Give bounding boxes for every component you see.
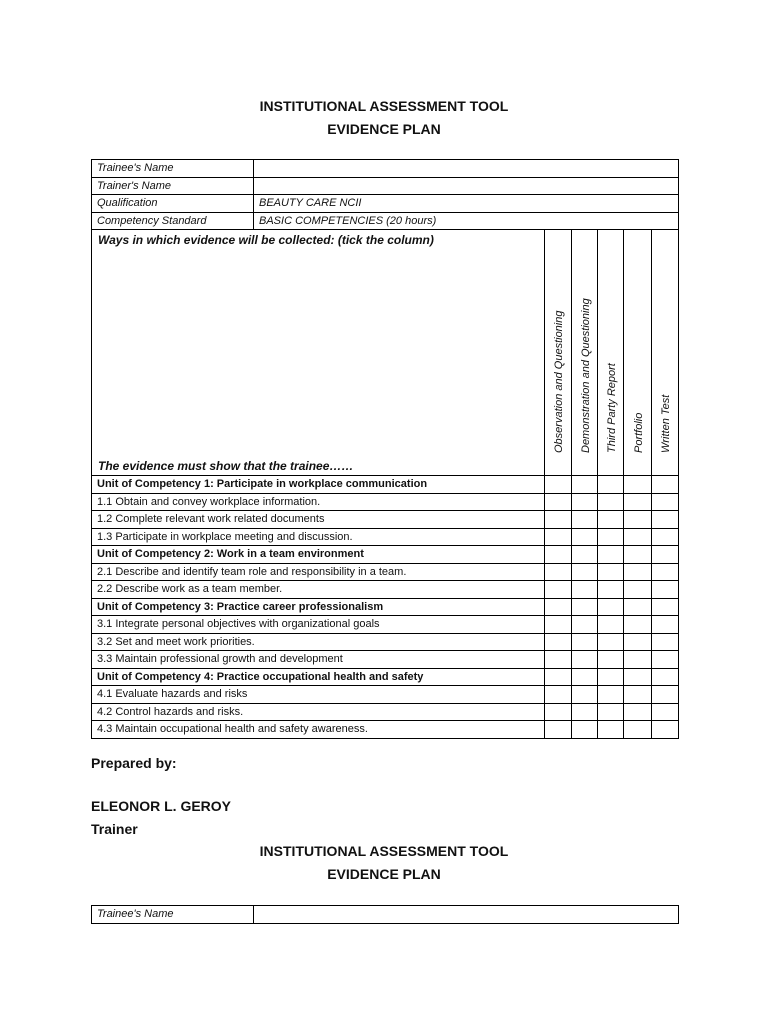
tick-cell[interactable] [545,493,572,511]
tick-cell[interactable] [572,528,598,546]
tick-cell[interactable] [598,546,624,564]
tick-cell[interactable] [624,686,652,704]
info-label: Trainer's Name [92,177,254,195]
element-row [92,528,679,546]
unit-title: Unit of Competency 1: Participate in workplace communication [92,476,545,494]
element-text: 4.3 Maintain occupational health and safety awareness. [92,721,545,739]
unit-title: Unit of Competency 4: Practice occupational health and safety [92,668,545,686]
document-subtitle: EVIDENCE PLAN [327,121,441,137]
tick-cell[interactable] [572,581,598,599]
tick-cell[interactable] [624,546,652,564]
method-label: Portfolio [632,412,645,453]
tick-cell[interactable] [598,476,624,494]
info-label: Trainee's Name [92,906,254,924]
unit-title: Unit of Competency 2: Work in a team environment [92,546,545,564]
element-text: 2.1 Describe and identify team role and responsibility in a team. [92,563,545,581]
unit-row [92,476,679,494]
tick-cell[interactable] [624,721,652,739]
collection-instructions: Ways in which evidence will be collected: (tick the column) [98,233,434,247]
tick-cell[interactable] [598,721,624,739]
tick-cell[interactable] [572,703,598,721]
info-row [92,160,679,178]
element-text: 4.1 Evaluate hazards and risks [92,686,545,704]
element-row [92,563,679,581]
tick-cell[interactable] [545,651,572,669]
element-row [92,616,679,634]
tick-cell[interactable] [545,511,572,529]
document-title-page2: INSTITUTIONAL ASSESSMENT TOOL [259,843,509,859]
evidence-plan-table [91,159,679,739]
info-value[interactable]: BASIC COMPETENCIES (20 hours) [254,212,679,230]
method-demonstration-header [572,230,598,476]
info-label: Competency Standard [92,212,254,230]
tick-cell[interactable] [572,511,598,529]
tick-cell[interactable] [572,476,598,494]
method-label: Demonstration and Questioning [579,298,592,453]
tick-cell[interactable] [652,703,679,721]
tick-cell[interactable] [624,598,652,616]
tick-cell[interactable] [598,616,624,634]
info-value[interactable] [254,160,679,178]
tick-cell[interactable] [572,686,598,704]
tick-cell[interactable] [652,511,679,529]
element-row [92,633,679,651]
tick-cell[interactable] [624,493,652,511]
tick-cell[interactable] [624,616,652,634]
tick-cell[interactable] [598,633,624,651]
tick-cell[interactable] [598,563,624,581]
info-row [92,195,679,213]
tick-cell[interactable] [624,476,652,494]
info-row [92,906,679,924]
tick-cell[interactable] [652,668,679,686]
tick-cell[interactable] [545,563,572,581]
element-text: 3.2 Set and meet work priorities. [92,633,545,651]
document-subtitle-page2: EVIDENCE PLAN [327,866,441,882]
element-row [92,651,679,669]
tick-cell[interactable] [652,528,679,546]
unit-row [92,546,679,564]
tick-cell[interactable] [545,721,572,739]
tick-cell[interactable] [572,668,598,686]
info-label: Qualification [92,195,254,213]
element-text: 3.1 Integrate personal objectives with organizational goals [92,616,545,634]
element-text: 3.3 Maintain professional growth and development [92,651,545,669]
tick-cell[interactable] [572,598,598,616]
tick-cell[interactable] [652,633,679,651]
element-row [92,703,679,721]
tick-cell[interactable] [652,546,679,564]
tick-cell[interactable] [624,581,652,599]
info-row [92,212,679,230]
info-value[interactable]: BEAUTY CARE NCII [254,195,679,213]
tick-cell[interactable] [545,686,572,704]
evidence-header-row [92,230,679,476]
tick-cell[interactable] [652,493,679,511]
tick-cell[interactable] [545,598,572,616]
unit-row [92,598,679,616]
method-written-test-header [652,230,679,476]
tick-cell[interactable] [624,511,652,529]
tick-cell[interactable] [572,546,598,564]
tick-cell[interactable] [598,581,624,599]
tick-cell[interactable] [624,633,652,651]
tick-cell[interactable] [598,703,624,721]
method-label: Observation and Questioning [553,310,565,453]
tick-cell[interactable] [624,703,652,721]
tick-cell[interactable] [652,598,679,616]
tick-cell[interactable] [598,668,624,686]
tick-cell[interactable] [652,651,679,669]
document-title: INSTITUTIONAL ASSESSMENT TOOL [259,98,509,114]
tick-cell[interactable] [545,581,572,599]
tick-cell[interactable] [545,633,572,651]
element-text: 4.2 Control hazards and risks. [92,703,545,721]
tick-cell[interactable] [624,651,652,669]
element-text: 1.3 Participate in workplace meeting and discussion. [92,528,545,546]
tick-cell[interactable] [652,721,679,739]
method-third-party-header [598,230,624,476]
trainer-name: ELEONOR L. GEROY [91,798,232,814]
element-row [92,581,679,599]
evidence-plan-table-page2 [91,905,679,924]
tick-cell[interactable] [572,493,598,511]
tick-cell[interactable] [572,721,598,739]
tick-cell[interactable] [545,703,572,721]
tick-cell[interactable] [624,668,652,686]
info-value[interactable] [254,177,679,195]
tick-cell[interactable] [652,616,679,634]
tick-cell[interactable] [598,686,624,704]
method-portfolio-header [624,230,652,476]
evidence-note: The evidence must show that the trainee…… [98,459,354,473]
tick-cell[interactable] [598,651,624,669]
tick-cell[interactable] [572,563,598,581]
tick-cell[interactable] [652,581,679,599]
tick-cell[interactable] [652,563,679,581]
info-label: Trainee's Name [92,160,254,178]
info-row [92,177,679,195]
element-text: 2.2 Describe work as a team member. [92,581,545,599]
method-observation-header [545,230,572,476]
tick-cell[interactable] [545,616,572,634]
tick-cell[interactable] [545,546,572,564]
evidence-header-cell [92,230,545,476]
element-text: 1.2 Complete relevant work related documents [92,511,545,529]
trainer-role: Trainer [91,821,138,837]
tick-cell[interactable] [545,528,572,546]
element-row [92,511,679,529]
prepared-by-label: Prepared by: [91,755,177,771]
element-row [92,493,679,511]
unit-title: Unit of Competency 3: Practice career professionalism [92,598,545,616]
tick-cell[interactable] [598,493,624,511]
unit-row [92,668,679,686]
tick-cell[interactable] [572,616,598,634]
tick-cell[interactable] [545,476,572,494]
tick-cell[interactable] [624,528,652,546]
tick-cell[interactable] [545,668,572,686]
trainee-name-field[interactable] [254,906,679,924]
tick-cell[interactable] [598,528,624,546]
method-label: Written Test [660,394,673,453]
tick-cell[interactable] [572,651,598,669]
method-label: Third Party Report [605,363,618,453]
element-row [92,721,679,739]
tick-cell[interactable] [652,476,679,494]
element-text: 1.1 Obtain and convey workplace information. [92,493,545,511]
element-row [92,686,679,704]
tick-cell[interactable] [624,563,652,581]
tick-cell[interactable] [598,511,624,529]
tick-cell[interactable] [572,633,598,651]
tick-cell[interactable] [652,686,679,704]
tick-cell[interactable] [598,598,624,616]
